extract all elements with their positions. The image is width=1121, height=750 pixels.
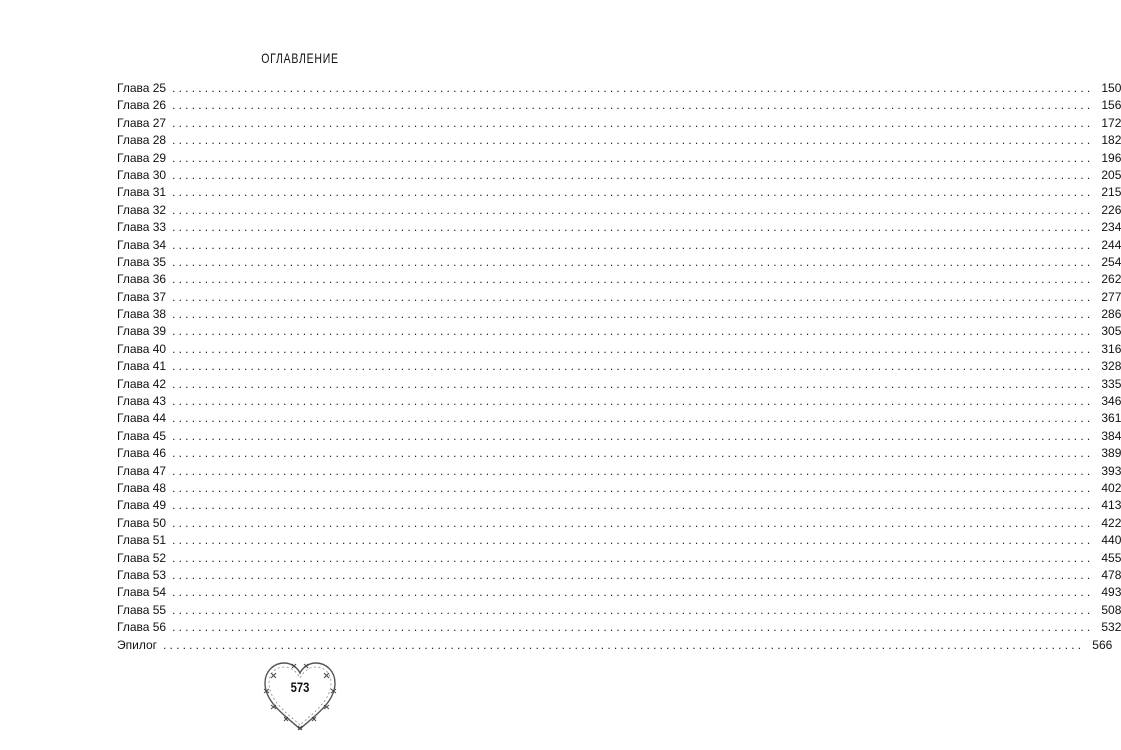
toc-entry-page: 254 [1101, 254, 1121, 269]
page-number-ornament [257, 655, 343, 735]
toc-entry-page: 196 [1101, 150, 1121, 165]
toc-dot-leader: ............................................................................................................................................. [172, 533, 1094, 548]
toc-entry-page: 316 [1101, 341, 1121, 356]
toc-entry [117, 602, 1121, 619]
toc-entry-label: Глава 55 [117, 602, 167, 617]
toc-entry-page: 532 [1101, 620, 1121, 635]
toc-entry-page: 393 [1101, 463, 1121, 478]
toc-entry-page: 244 [1101, 237, 1121, 252]
toc-entry-page: 361 [1101, 411, 1121, 426]
toc-entry-page: 277 [1101, 289, 1121, 304]
toc-entry-label: Глава 35 [117, 254, 167, 269]
toc-entry [117, 637, 1113, 654]
toc-entry [117, 289, 1121, 306]
toc-entry [117, 184, 1121, 201]
toc-entry [117, 202, 1121, 219]
toc-entry [117, 150, 1121, 167]
toc-entry-page: 150 [1101, 81, 1121, 95]
toc-entry-page: 305 [1101, 324, 1121, 339]
toc-entry [117, 80, 1121, 97]
toc-entry-page: 234 [1101, 220, 1121, 235]
toc-entry [117, 237, 1121, 254]
toc-entry-page: 346 [1101, 394, 1121, 409]
toc-dot-leader: ............................................................................................................................................. [172, 254, 1094, 269]
toc-entry-page: 156 [1101, 98, 1121, 113]
toc-entry [117, 132, 1121, 149]
heart-ornament-icon [257, 655, 343, 735]
toc-dot-leader: ............................................................................................................................................. [172, 220, 1094, 235]
toc-dot-leader: ............................................................................................................................................. [172, 376, 1094, 391]
toc-entry-label: Глава 53 [117, 567, 167, 582]
toc-entry-page: 226 [1101, 202, 1121, 217]
toc-entry [117, 376, 1121, 393]
toc-entry-label: Глава 27 [117, 115, 167, 130]
toc-dot-leader: ............................................................................................................................................. [172, 585, 1094, 600]
toc-dot-leader: ............................................................................................................................................. [172, 341, 1094, 356]
toc-dot-leader: ............................................................................................................................................. [172, 394, 1094, 409]
toc-dot-leader: ............................................................................................................................................. [172, 202, 1094, 217]
toc-entry-page: 286 [1101, 307, 1121, 322]
toc-entry [117, 306, 1121, 323]
toc-entry-page: 402 [1101, 480, 1121, 495]
toc-entry [117, 410, 1121, 427]
toc-dot-leader: ............................................................................................................................................. [172, 480, 1094, 495]
toc-entry [117, 550, 1121, 567]
toc-entry-label: Глава 28 [117, 133, 167, 148]
toc-entry [117, 341, 1121, 358]
toc-entry [117, 532, 1121, 549]
toc-dot-leader: ............................................................................................................................................. [172, 185, 1094, 200]
toc-entry [117, 323, 1121, 340]
toc-entry-label: Глава 51 [117, 533, 167, 548]
toc-entry-label: Глава 52 [117, 550, 167, 565]
table-of-contents [117, 80, 1121, 654]
toc-entry-label: Глава 54 [117, 585, 167, 600]
toc-entry-label: Глава 33 [117, 220, 167, 235]
toc-dot-leader: ............................................................................................................................................. [172, 237, 1094, 252]
toc-entry-label: Глава 46 [117, 446, 167, 461]
toc-dot-leader: ............................................................................................................................................. [172, 324, 1094, 339]
toc-entry-label: Глава 56 [117, 620, 167, 635]
toc-entry [117, 115, 1121, 132]
toc-dot-leader: ............................................................................................................................................. [172, 446, 1094, 461]
toc-dot-leader: ............................................................................................................................................. [172, 463, 1094, 478]
toc-entry-page: 335 [1101, 376, 1121, 391]
toc-dot-leader: ............................................................................................................................................. [172, 550, 1094, 565]
toc-entry-label: Глава 25 [117, 81, 167, 95]
toc-entry [117, 219, 1121, 236]
toc-entry-page: 384 [1101, 428, 1121, 443]
toc-entry-page: 413 [1101, 498, 1121, 513]
toc-entry [117, 393, 1121, 410]
toc-entry [117, 619, 1121, 636]
toc-entry-label: Глава 44 [117, 411, 167, 426]
toc-entry [117, 515, 1121, 532]
toc-entry-page: 508 [1101, 602, 1121, 617]
toc-entry-label: Глава 41 [117, 359, 167, 374]
toc-entry-page: 205 [1101, 167, 1121, 182]
toc-entry-page: 455 [1101, 550, 1121, 565]
toc-dot-leader: ............................................................................................................................................. [172, 515, 1094, 530]
toc-dot-leader: ............................................................................................................................................. [172, 307, 1094, 322]
toc-entry [117, 584, 1121, 601]
toc-entry-page: 172 [1101, 115, 1121, 130]
toc-dot-leader: ............................................................................................................................................. [172, 115, 1094, 130]
toc-entry-page: 262 [1101, 272, 1121, 287]
toc-entry-page: 328 [1101, 359, 1121, 374]
toc-entry [117, 463, 1121, 480]
toc-entry-page: 440 [1101, 533, 1121, 548]
toc-entry-label: Глава 50 [117, 515, 167, 530]
toc-dot-leader: ............................................................................................................................................. [172, 98, 1094, 113]
toc-entry [117, 358, 1121, 375]
toc-entry [117, 567, 1121, 584]
toc-dot-leader: ............................................................................................................................................. [172, 289, 1094, 304]
toc-entry-label: Глава 30 [117, 167, 167, 182]
toc-entry-label: Глава 49 [117, 498, 167, 513]
toc-entry-label: Глава 42 [117, 376, 167, 391]
toc-entry-page: 566 [1092, 637, 1113, 652]
page-title: ОГЛАВЛЕНИЕ [261, 50, 339, 66]
toc-entry-label: Глава 39 [117, 324, 167, 339]
toc-entry [117, 497, 1121, 514]
toc-dot-leader: ............................................................................................................................................. [172, 359, 1094, 374]
toc-entry-label: Глава 40 [117, 341, 167, 356]
toc-dot-leader: ............................................................................................................................................. [172, 498, 1094, 513]
toc-entry [117, 254, 1121, 271]
toc-dot-leader: ............................................................................................................................................. [172, 150, 1094, 165]
toc-entry [117, 97, 1121, 114]
toc-entry [117, 428, 1121, 445]
toc-entry-page: 182 [1101, 133, 1121, 148]
toc-entry-label: Глава 34 [117, 237, 167, 252]
toc-dot-leader: ............................................................................................................................................. [172, 428, 1094, 443]
toc-entry-label: Глава 29 [117, 150, 167, 165]
toc-entry-page: 493 [1101, 585, 1121, 600]
toc-entry [117, 445, 1121, 462]
toc-entry-label: Глава 36 [117, 272, 167, 287]
toc-entry [117, 480, 1121, 497]
toc-entry-label: Глава 48 [117, 480, 167, 495]
toc-entry-label: Глава 43 [117, 394, 167, 409]
toc-dot-leader: ............................................................................................................................................. [172, 602, 1094, 617]
toc-entry [117, 167, 1121, 184]
toc-dot-leader: ............................................................................................................................................. [163, 637, 1085, 652]
toc-entry-label: Глава 26 [117, 98, 167, 113]
toc-dot-leader: ............................................................................................................................................. [172, 620, 1094, 635]
toc-dot-leader: ............................................................................................................................................. [172, 167, 1094, 182]
toc-entry-label: Глава 32 [117, 202, 167, 217]
toc-dot-leader: ............................................................................................................................................. [172, 411, 1094, 426]
toc-entry-page: 389 [1101, 446, 1121, 461]
toc-entry-label: Эпилог [117, 637, 158, 652]
toc-entry [117, 271, 1121, 288]
toc-entry-label: Глава 31 [117, 185, 167, 200]
page-number: 573 [290, 679, 310, 695]
toc-entry-page: 215 [1101, 185, 1121, 200]
toc-entry-label: Глава 47 [117, 463, 167, 478]
toc-entry-page: 478 [1101, 567, 1121, 582]
toc-dot-leader: ............................................................................................................................................. [172, 133, 1094, 148]
toc-dot-leader: ............................................................................................................................................. [172, 81, 1094, 95]
toc-entry-label: Глава 45 [117, 428, 167, 443]
toc-entry-label: Глава 38 [117, 307, 167, 322]
toc-dot-leader: ............................................................................................................................................. [172, 272, 1094, 287]
toc-entry-label: Глава 37 [117, 289, 167, 304]
toc-entry-page: 422 [1101, 515, 1121, 530]
toc-dot-leader: ............................................................................................................................................. [172, 567, 1094, 582]
